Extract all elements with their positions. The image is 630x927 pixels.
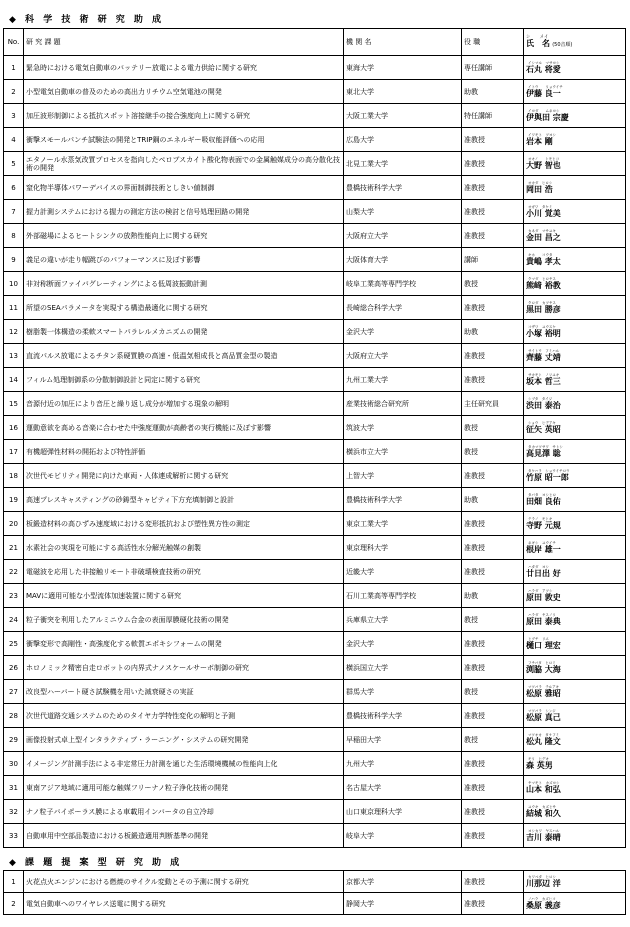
row-theme: 加圧波形制御による抵抗スポット溶接継手の接合強度向上に関する研究	[24, 104, 344, 128]
row-name: 坂本 哲三	[526, 377, 561, 386]
row-name-cell	[524, 200, 626, 224]
row-no: 19	[4, 488, 24, 512]
row-theme: フィルム処理制御系の分散制御設計と同定に関する研究	[24, 368, 344, 392]
row-name-cell	[524, 608, 626, 632]
row-position: 准教授	[462, 800, 524, 824]
row-name-cell	[524, 392, 626, 416]
row-name-reading: ヤマモト カズヨシ	[528, 781, 560, 785]
table-row	[4, 776, 626, 800]
table-row	[4, 680, 626, 704]
row-position: 准教授	[462, 128, 524, 152]
row-theme: 有機超弾性材料の開拓および特性評価	[24, 440, 344, 464]
row-position: 准教授	[462, 560, 524, 584]
row-name-reading: タカマツサワ サトシ	[528, 445, 563, 449]
row-institution: 大阪府立大学	[344, 344, 462, 368]
row-name-reading: ノハラ カズヒコ	[528, 897, 556, 901]
row-theme: 改良型ハーバート硬さ試験機を用いた減衰硬さの実証	[24, 680, 344, 704]
row-no: 3	[4, 104, 24, 128]
row-name: 田畑 良佑	[526, 497, 561, 506]
row-no: 29	[4, 728, 24, 752]
row-name: 松原 雅昭	[526, 689, 561, 698]
row-no: 16	[4, 416, 24, 440]
row-name: 森 英男	[526, 761, 553, 770]
row-name-cell	[524, 80, 626, 104]
row-institution: 筑波大学	[344, 416, 462, 440]
row-name-cell	[524, 176, 626, 200]
row-institution: 山梨大学	[344, 200, 462, 224]
row-institution: 豊橋技術科学大学	[344, 488, 462, 512]
row-position: 助教	[462, 320, 524, 344]
row-no: 8	[4, 224, 24, 248]
row-position: 主任研究員	[462, 392, 524, 416]
row-name: 岡田 浩	[526, 185, 553, 194]
row-name-cell	[524, 224, 626, 248]
table-row	[4, 608, 626, 632]
header-name-label: 氏 名	[526, 39, 550, 48]
row-institution: 金沢大学	[344, 320, 462, 344]
row-name-reading: ハラダ ヤスノリ	[528, 613, 556, 617]
row-theme: 非対称断面ファイバグレーティングによる低周波振動計測	[24, 272, 344, 296]
row-name-reading: カワベタ ヒロシ	[528, 875, 556, 879]
row-name: 貴嶋 孝太	[526, 257, 561, 266]
row-no: 10	[4, 272, 24, 296]
row-no: 12	[4, 320, 24, 344]
row-name-reading: コザワ ユウスケ	[528, 325, 556, 329]
row-institution: 岐阜大学	[344, 824, 462, 848]
row-position: 准教授	[462, 368, 524, 392]
table-row	[4, 248, 626, 272]
row-name-reading: イワモト ツヨシ	[528, 133, 556, 137]
table-row	[4, 392, 626, 416]
row-name-cell	[524, 536, 626, 560]
row-name-reading: マツバラ シンジ	[528, 709, 556, 713]
row-position: 准教授	[462, 871, 524, 893]
row-institution: 山口東京理科大学	[344, 800, 462, 824]
row-name-reading: シブタ タイジ	[528, 397, 553, 401]
row-name-cell	[524, 680, 626, 704]
row-theme: エタノール水蒸気改質プロセスを指向したペロブスカイト酸化物表面での金属触媒成分の高分散化技術の開発	[24, 152, 344, 176]
row-name-reading: マツオカ タケフミ	[528, 733, 560, 737]
row-no: 22	[4, 560, 24, 584]
table-row	[4, 104, 626, 128]
row-name-cell	[524, 800, 626, 824]
row-theme: 自動車用中空部品製造における板鍛造適用判断基準の開発	[24, 824, 344, 848]
row-name-reading: クマダ ヒロヤス	[528, 277, 556, 281]
row-theme: 所望のSEAパラメータを実現する構造最適化に関する研究	[24, 296, 344, 320]
row-theme: ホロノミック精密自走ロボットの内界式ナノスケールサーボ制御の研究	[24, 656, 344, 680]
row-institution: 岐阜工業高等専門学校	[344, 272, 462, 296]
row-name-cell	[524, 320, 626, 344]
row-name-cell	[524, 704, 626, 728]
row-position: 准教授	[462, 344, 524, 368]
row-position: 准教授	[462, 512, 524, 536]
table-row	[4, 416, 626, 440]
table-row	[4, 152, 626, 176]
row-no: 11	[4, 296, 24, 320]
row-name: 伊與田 宗慶	[526, 113, 569, 122]
row-name-cell	[524, 416, 626, 440]
row-theme: 電磁波を応用した非接触リモート非破壊検査技術の研究	[24, 560, 344, 584]
row-no: 17	[4, 440, 24, 464]
row-name: 寺野 元規	[526, 521, 561, 530]
row-name-reading: フチバタ ヒロミ	[528, 661, 556, 665]
row-name-cell	[524, 512, 626, 536]
row-name: 桑原 義彦	[526, 901, 561, 910]
table-row	[4, 200, 626, 224]
header-institution: 機 関 名	[344, 29, 462, 56]
row-name: 吉川 泰晴	[526, 833, 561, 842]
table-row	[4, 440, 626, 464]
table-row	[4, 560, 626, 584]
row-no: 27	[4, 680, 24, 704]
table-row	[4, 893, 626, 915]
row-theme: 水素社会の実現を可能にする高活性水分解光触媒の創製	[24, 536, 344, 560]
row-position: 准教授	[462, 656, 524, 680]
row-name-reading: タケハラ ショウイチロウ	[528, 469, 570, 473]
row-position: 准教授	[462, 296, 524, 320]
row-theme: 緊急時における電気自動車のバッテリー放電による電力供給に関する研究	[24, 56, 344, 80]
row-name-reading: テラノ モトキ	[528, 517, 553, 521]
row-theme: 粒子衝突を利用したアルミニウム合金の表面厚膜硬化技術の開発	[24, 608, 344, 632]
row-no: 1	[4, 871, 24, 893]
row-no: 4	[4, 128, 24, 152]
row-name-reading: サイトウ フミハル	[528, 349, 560, 353]
row-name-reading: サカモト ノリユキ	[528, 373, 560, 377]
row-no: 28	[4, 704, 24, 728]
row-name-cell	[524, 344, 626, 368]
section1-title: ◆ 科 学 技 術 研 究 助 成	[9, 15, 164, 25]
row-institution: 横浜国立大学	[344, 656, 462, 680]
row-position: 教授	[462, 416, 524, 440]
row-position: 教授	[462, 272, 524, 296]
table-row	[4, 632, 626, 656]
row-name-cell	[524, 488, 626, 512]
row-theme: 板鍛造材料の高ひずみ速度域における変形抵抗および塑性異方性の測定	[24, 512, 344, 536]
row-position: 教授	[462, 608, 524, 632]
row-name-cell	[524, 440, 626, 464]
row-name-reading: ネギシ ユウイチ	[528, 541, 556, 545]
row-theme: ナノ粒子バイポーラス膜による車載用インバータの自立冷却	[24, 800, 344, 824]
table-row	[4, 584, 626, 608]
table-row	[4, 871, 626, 893]
table-row	[4, 704, 626, 728]
row-institution: 京都大学	[344, 871, 462, 893]
row-institution: 名古屋大学	[344, 776, 462, 800]
table-row	[4, 344, 626, 368]
row-position: 准教授	[462, 176, 524, 200]
table-row	[4, 824, 626, 848]
row-theme: 運動意欲を高める音楽に合わせた中強度運動が高齢者の実行機能に及ぼす影響	[24, 416, 344, 440]
row-name: 渕脇 大海	[526, 665, 561, 674]
row-name-cell	[524, 464, 626, 488]
row-institution: 大阪府立大学	[344, 224, 462, 248]
row-institution: 金沢大学	[344, 632, 462, 656]
row-name-reading: イヨダ ムネヨシ	[528, 109, 560, 113]
table-row	[4, 176, 626, 200]
row-position: 准教授	[462, 464, 524, 488]
row-theme: 画像投射式卓上型インタラクティブ・ラーニング・システムの研究開発	[24, 728, 344, 752]
row-name-cell	[524, 104, 626, 128]
row-institution: 上智大学	[344, 464, 462, 488]
row-position: 准教授	[462, 224, 524, 248]
header-position: 役 職	[462, 29, 524, 56]
row-name: 根岸 雄一	[526, 545, 561, 554]
row-theme: 樹脂製一体構造の柔軟スマートパラレルメカニズムの開発	[24, 320, 344, 344]
row-name: 樋口 理宏	[526, 641, 561, 650]
row-name-cell	[524, 893, 626, 915]
row-theme: 握力計測システムにおける握力の測定方法の検討と信号処理回路の開発	[24, 200, 344, 224]
row-name: 原田 敦史	[526, 593, 561, 602]
row-name-cell	[524, 584, 626, 608]
row-no: 30	[4, 752, 24, 776]
row-theme: 高速プレスキャスティングの砂鋳型キャビティ下方充填制御と設計	[24, 488, 344, 512]
row-no: 1	[4, 56, 24, 80]
row-position: 准教授	[462, 893, 524, 915]
row-name: 廿日出 好	[526, 569, 561, 578]
row-institution: 大阪体育大学	[344, 248, 462, 272]
row-institution: 近畿大学	[344, 560, 462, 584]
row-name: 結城 和久	[526, 809, 561, 818]
row-position: 准教授	[462, 200, 524, 224]
row-theme: MAVに適用可能な小型流体加速装置に関する研究	[24, 584, 344, 608]
row-name-reading: タバタ ヨシヒロ	[528, 493, 556, 497]
header-name-kana: シ メイ	[526, 35, 549, 40]
row-name-reading: マツバラ テルアキ	[528, 685, 560, 689]
proposal-grant-table	[3, 870, 626, 915]
row-theme: 音源付近の加圧により音圧と繰り返し成分が増加する現象の解明	[24, 392, 344, 416]
row-institution: 東京工業大学	[344, 512, 462, 536]
row-position: 教授	[462, 728, 524, 752]
header-theme: 研 究 課 題	[24, 29, 344, 56]
row-position: 准教授	[462, 824, 524, 848]
table-row	[4, 536, 626, 560]
row-institution: 産業技術総合研究所	[344, 392, 462, 416]
row-name-reading: ハラダ アツシ	[528, 589, 553, 593]
row-institution: 東北大学	[344, 80, 462, 104]
row-name-reading: ショウ ヒデアキ	[528, 421, 556, 425]
row-name: 原田 泰典	[526, 617, 561, 626]
row-name-reading: イトウ リョウイチ	[528, 85, 563, 89]
row-name-cell	[524, 824, 626, 848]
row-position: 助教	[462, 584, 524, 608]
table-header-row	[4, 29, 626, 56]
row-name: 竹原 昭一郎	[526, 473, 569, 482]
row-theme: 直流パルス放電によるチタン系硬質膜の高速・低温気相成長と高品質金型の製造	[24, 344, 344, 368]
header-name-note: (50音順)	[552, 42, 573, 48]
row-name: 川那辺 洋	[526, 879, 561, 888]
row-name-reading: ユウキ カズヒサ	[528, 805, 556, 809]
row-theme: 衝撃変形で高剛性・高強度化する軟質エポキシフォームの開発	[24, 632, 344, 656]
row-no: 2	[4, 80, 24, 104]
row-name: 山本 和弘	[526, 785, 561, 794]
table-row	[4, 656, 626, 680]
row-position: 講師	[462, 248, 524, 272]
row-no: 23	[4, 584, 24, 608]
row-name-reading: モリ ヒデオ	[528, 757, 549, 761]
row-name: 渋田 泰治	[526, 401, 561, 410]
row-name-cell	[524, 128, 626, 152]
row-position: 教授	[462, 440, 524, 464]
row-name-reading: オオノ トモヒコ	[528, 157, 560, 161]
row-name: 石丸 将愛	[526, 65, 561, 74]
row-theme: 衝撃スモールパンチ試験法の開発とTRIP鋼のエネルギー吸収能評価への応用	[24, 128, 344, 152]
row-name-cell	[524, 296, 626, 320]
row-name: 征矢 英昭	[526, 425, 561, 434]
row-name-reading: キホ コウタ	[528, 253, 553, 257]
row-position: 准教授	[462, 704, 524, 728]
row-institution: 石川工業高等専門学校	[344, 584, 462, 608]
row-no: 2	[4, 893, 24, 915]
header-name	[524, 29, 626, 56]
table-row	[4, 800, 626, 824]
row-position: 特任講師	[462, 104, 524, 128]
row-name: 松丸 隆文	[526, 737, 561, 746]
row-no: 5	[4, 152, 24, 176]
row-name-cell	[524, 560, 626, 584]
row-name-cell	[524, 368, 626, 392]
row-name-reading: ヒグチ リエ	[528, 637, 549, 641]
row-institution: 広島大学	[344, 128, 462, 152]
row-no: 32	[4, 800, 24, 824]
table-row	[4, 464, 626, 488]
row-no: 21	[4, 536, 24, 560]
row-name: 黒田 勝彦	[526, 305, 561, 314]
header-no: No.	[4, 29, 24, 56]
row-name: 齊藤 丈靖	[526, 353, 561, 362]
row-institution: 長崎総合科学大学	[344, 296, 462, 320]
table-row	[4, 224, 626, 248]
table-row	[4, 728, 626, 752]
row-name-reading: イシマル マサヨシ	[528, 61, 560, 65]
row-no: 18	[4, 464, 24, 488]
row-name-reading: カネダ マサユキ	[528, 229, 556, 233]
row-name: 岩本 剛	[526, 137, 553, 146]
section2-title: ◆ 課 題 提 案 型 研 究 助 成	[9, 858, 183, 868]
row-name: 小川 覚美	[526, 209, 561, 218]
row-theme: 外部磁場によるヒートシンクの放熱性能向上に関する研究	[24, 224, 344, 248]
row-position: 准教授	[462, 632, 524, 656]
row-name-cell	[524, 56, 626, 80]
row-institution: 早稲田大学	[344, 728, 462, 752]
research-grant-table	[3, 28, 626, 848]
table-row	[4, 512, 626, 536]
row-position: 准教授	[462, 152, 524, 176]
row-name-cell	[524, 632, 626, 656]
row-theme: 火花点火エンジンにおける燃焼のサイクル変動とその予測に関する研究	[24, 871, 344, 893]
row-no: 31	[4, 776, 24, 800]
row-name: 大野 智也	[526, 161, 561, 170]
row-position: 教授	[462, 680, 524, 704]
row-name: 金田 昌之	[526, 233, 561, 242]
row-no: 15	[4, 392, 24, 416]
row-position: 准教授	[462, 536, 524, 560]
row-institution: 横浜市立大学	[344, 440, 462, 464]
row-no: 20	[4, 512, 24, 536]
row-institution: 九州大学	[344, 752, 462, 776]
row-no: 26	[4, 656, 24, 680]
row-institution: 群馬大学	[344, 680, 462, 704]
table-row	[4, 128, 626, 152]
row-name: 小塚 裕明	[526, 329, 561, 338]
row-name-cell	[524, 272, 626, 296]
row-name-cell	[524, 248, 626, 272]
row-name-cell	[524, 871, 626, 893]
table-row	[4, 320, 626, 344]
row-institution: 静岡大学	[344, 893, 462, 915]
row-institution: 大阪工業大学	[344, 104, 462, 128]
row-institution: 東京理科大学	[344, 536, 462, 560]
row-position: 専任講師	[462, 56, 524, 80]
table-row	[4, 368, 626, 392]
row-name-cell	[524, 656, 626, 680]
row-no: 7	[4, 200, 24, 224]
row-position: 助教	[462, 488, 524, 512]
row-theme: 電気自動車へのワイヤレス送電に関する研究	[24, 893, 344, 915]
row-position: 准教授	[462, 752, 524, 776]
row-name-reading: クロダ カツヤス	[528, 301, 556, 305]
row-name-cell	[524, 728, 626, 752]
row-position: 准教授	[462, 776, 524, 800]
row-name: 松原 真己	[526, 713, 561, 722]
row-name-cell	[524, 152, 626, 176]
row-theme: 義足の違いが走り幅跳びのパフォーマンスに及ぼす影響	[24, 248, 344, 272]
row-theme: 次世代モビリティ開発に向けた車両・人体連成解析に関する研究	[24, 464, 344, 488]
row-name: 熊﨑 裕教	[526, 281, 561, 290]
row-name-cell	[524, 776, 626, 800]
row-institution: 豊橋技術科学大学	[344, 704, 462, 728]
row-theme: 次世代道路交通システムのためのタイヤ力学特性変化の解明と予測	[24, 704, 344, 728]
row-theme: 東南アジア地域に適用可能な触媒フリーナノ粒子浄化技術の開発	[24, 776, 344, 800]
row-institution: 九州工業大学	[344, 368, 462, 392]
row-institution: 豊橋技術科学大学	[344, 176, 462, 200]
row-name: 高見澤 聡	[526, 449, 561, 458]
row-institution: 北見工業大学	[344, 152, 462, 176]
row-no: 13	[4, 344, 24, 368]
row-institution: 兵庫県立大学	[344, 608, 462, 632]
row-theme: 小型電気自動車の普及のための高出力リチウム空気電池の開発	[24, 80, 344, 104]
row-no: 14	[4, 368, 24, 392]
row-theme: 窒化物半導体パワーデバイスの界面制御技術としきい値制御	[24, 176, 344, 200]
row-name-reading: ヨシカワ ヤスハル	[528, 829, 560, 833]
row-position: 助教	[462, 80, 524, 104]
row-name: 伊藤 良一	[526, 89, 561, 98]
row-name-reading: オカダ ヒロシ	[528, 181, 553, 185]
row-no: 33	[4, 824, 24, 848]
row-no: 24	[4, 608, 24, 632]
row-no: 9	[4, 248, 24, 272]
table-row	[4, 752, 626, 776]
row-theme: イメージング計測手法による非定常圧力計測を通じた生活環境機械の性能向上化	[24, 752, 344, 776]
table-row	[4, 272, 626, 296]
row-no: 25	[4, 632, 24, 656]
table-row	[4, 296, 626, 320]
row-institution: 東海大学	[344, 56, 462, 80]
table-row	[4, 488, 626, 512]
row-no: 6	[4, 176, 24, 200]
table-row	[4, 80, 626, 104]
row-name-reading: ハタダ ヨシ	[528, 565, 549, 569]
table-row	[4, 56, 626, 80]
row-name-reading: オガワ タケミ	[528, 205, 553, 209]
row-name-cell	[524, 752, 626, 776]
